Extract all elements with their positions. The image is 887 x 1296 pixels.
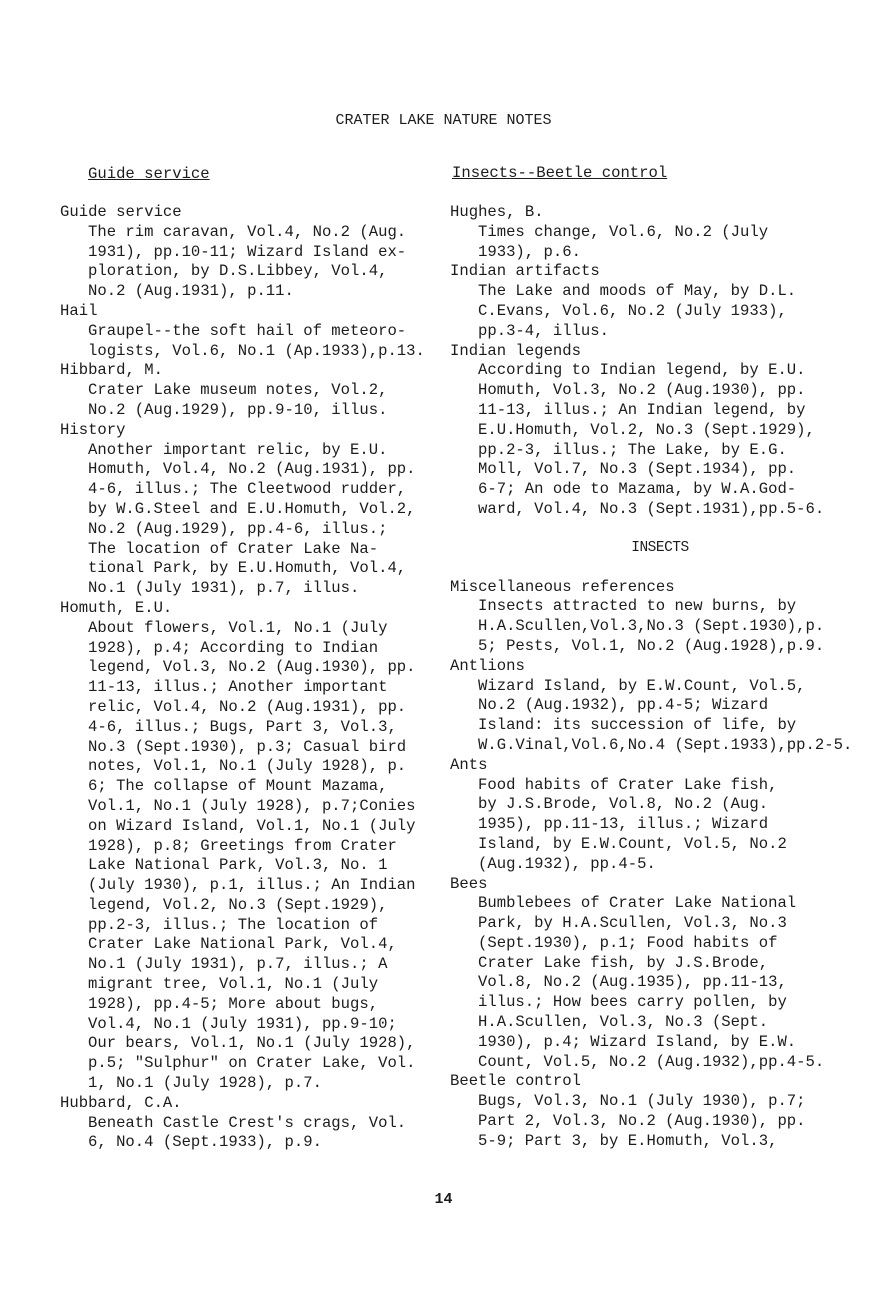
index-entry bbox=[450, 262, 870, 341]
entry-heading: Guide service bbox=[60, 203, 182, 221]
entry-citation-line: Another important relic, by E.U. bbox=[88, 440, 388, 459]
left-column-heading: Guide service bbox=[88, 165, 210, 183]
entry-citation-line: H.A.Scullen,Vol.3,No.3 (Sept.1930),p. bbox=[478, 617, 825, 636]
entry-citation-line: Vol.8, No.2 (Aug.1935), pp.11-13, bbox=[478, 973, 787, 992]
entry-citation-line: migrant tree, Vol.1, No.1 (July bbox=[88, 975, 379, 994]
entry-citation-line: Wizard Island, by E.W.Count, Vol.5, bbox=[478, 676, 806, 695]
entry-heading: Bees bbox=[450, 874, 488, 893]
entry-citation-line: Vol.4, No.1 (July 1931), pp.9-10; bbox=[88, 1014, 397, 1033]
entry-citation-line: pp.2-3, illus.; The Lake, by E.G. bbox=[478, 440, 787, 459]
entry-citation-line: Park, by H.A.Scullen, Vol.3, No.3 bbox=[478, 914, 787, 933]
entry-citation-line: Crater Lake National Park, Vol.4, bbox=[88, 935, 397, 954]
entry-citation-line: on Wizard Island, Vol.1, No.1 (July bbox=[88, 816, 416, 835]
entry-citation-line: Our bears, Vol.1, No.1 (July 1928), bbox=[88, 1034, 416, 1053]
entry-citation-line: 5-9; Part 3, by E.Homuth, Vol.3, bbox=[478, 1131, 778, 1150]
entry-citation-line: legend, Vol.3, No.2 (Aug.1930), pp. bbox=[88, 658, 416, 677]
entry-citation-line: Graupel--the soft hail of meteoro- bbox=[88, 321, 407, 340]
entry-citation-line: 1935), pp.11-13, illus.; Wizard bbox=[478, 815, 769, 834]
page-title: CRATER LAKE NATURE NOTES bbox=[335, 112, 552, 129]
entry-citation-line: Vol.1, No.1 (July 1928), p.7;Conies bbox=[88, 796, 416, 815]
index-entry bbox=[450, 342, 870, 520]
entry-citation-line: Times change, Vol.6, No.2 (July bbox=[478, 222, 769, 241]
index-entry bbox=[450, 756, 870, 875]
entry-citation-line: 11-13, illus.; Another important bbox=[88, 678, 388, 697]
entry-citation-line: ploration, by D.S.Libbey, Vol.4, bbox=[88, 262, 388, 281]
entry-citation-line: 1928), p.8; Greetings from Crater bbox=[88, 836, 397, 855]
index-entry bbox=[450, 875, 870, 1073]
entry-citation-line: 4-6, illus.; Bugs, Part 3, Vol.3, bbox=[88, 717, 397, 736]
entry-heading: Hubbard, C.A. bbox=[60, 1093, 182, 1112]
entry-citation-line: Bugs, Vol.3, No.1 (July 1930), p.7; bbox=[478, 1092, 806, 1111]
entry-citation-line: No.2 (Aug.1929), pp.9-10, illus. bbox=[88, 400, 388, 419]
entry-heading: Hughes, B. bbox=[450, 203, 544, 221]
index-entry bbox=[60, 1094, 445, 1153]
entry-citation-line: Moll, Vol.7, No.3 (Sept.1934), pp. bbox=[478, 460, 797, 479]
section-heading: INSECTS bbox=[631, 539, 689, 556]
entry-citation-line: (July 1930), p.1, illus.; An Indian bbox=[88, 876, 416, 895]
entry-citation-line: pp.2-3, illus.; The location of bbox=[88, 915, 379, 934]
entry-heading: Homuth, E.U. bbox=[60, 598, 173, 617]
entry-citation-line: 1928), pp.4-5; More about bugs, bbox=[88, 994, 379, 1013]
left-column bbox=[60, 203, 445, 1153]
entry-citation-line: Lake National Park, Vol.3, No. 1 bbox=[88, 856, 388, 875]
entry-citation-line: 5; Pests, Vol.1, No.2 (Aug.1928),p.9. bbox=[478, 636, 825, 655]
entry-citation-line: The rim caravan, Vol.4, No.2 (Aug. bbox=[88, 222, 407, 241]
index-entry bbox=[60, 203, 445, 302]
entry-citation-line: Crater Lake museum notes, Vol.2, bbox=[88, 381, 388, 400]
entry-heading: History bbox=[60, 420, 126, 439]
entry-citation-line: E.U.Homuth, Vol.2, No.3 (Sept.1929), bbox=[478, 420, 815, 439]
entry-citation-line: C.Evans, Vol.6, No.2 (July 1933), bbox=[478, 301, 787, 320]
entry-citation-line: (Sept.1930), p.1; Food habits of bbox=[478, 933, 778, 952]
entry-citation-line: About flowers, Vol.1, No.1 (July bbox=[88, 618, 388, 637]
entry-heading: Antlions bbox=[450, 656, 525, 675]
entry-citation-line: tional Park, by E.U.Homuth, Vol.4, bbox=[88, 559, 407, 578]
entry-citation-line: by W.G.Steel and E.U.Homuth, Vol.2, bbox=[88, 499, 416, 518]
entry-citation-line: No.2 (Aug.1932), pp.4-5; Wizard bbox=[478, 696, 769, 715]
entry-citation-line: 6-7; An ode to Mazama, by W.A.God- bbox=[478, 480, 797, 499]
entry-citation-line: W.G.Vinal,Vol.6,No.4 (Sept.1933),pp.2-5. bbox=[478, 735, 853, 754]
entry-citation-line: 11-13, illus.; An Indian legend, by bbox=[478, 400, 806, 419]
entry-citation-line: 1931), pp.10-11; Wizard Island ex- bbox=[88, 242, 407, 261]
entry-citation-line: notes, Vol.1, No.1 (July 1928), p. bbox=[88, 757, 407, 776]
entry-citation-line: Crater Lake fish, by J.S.Brode, bbox=[478, 953, 769, 972]
entry-citation-line: pp.3-4, illus. bbox=[478, 321, 610, 340]
entry-heading: Hibbard, M. bbox=[60, 361, 163, 380]
entry-heading: Indian legends bbox=[450, 341, 582, 360]
entry-heading: Indian artifacts bbox=[450, 262, 600, 281]
right-column bbox=[450, 203, 870, 1152]
entry-citation-line: 6; The collapse of Mount Mazama, bbox=[88, 777, 388, 796]
entry-citation-line: Homuth, Vol.4, No.2 (Aug.1931), pp. bbox=[88, 460, 416, 479]
entry-citation-line: No.2 (Aug.1929), pp.4-6, illus.; bbox=[88, 519, 388, 538]
index-entry bbox=[450, 203, 870, 262]
entry-heading: Beetle control bbox=[450, 1072, 582, 1091]
entry-heading: Hail bbox=[60, 301, 98, 320]
entry-citation-line: No.3 (Sept.1930), p.3; Casual bird bbox=[88, 737, 407, 756]
index-entry bbox=[450, 657, 870, 756]
entry-citation-line: relic, Vol.4, No.2 (Aug.1931), pp. bbox=[88, 697, 407, 716]
entry-citation-line: According to Indian legend, by E.U. bbox=[478, 361, 806, 380]
entry-citation-line: 6, No.4 (Sept.1933), p.9. bbox=[88, 1133, 322, 1152]
entry-citation-line: No.2 (Aug.1931), p.11. bbox=[88, 282, 294, 301]
entry-citation-line: 4-6, illus.; The Cleetwood rudder, bbox=[88, 480, 407, 499]
index-entry bbox=[60, 302, 445, 361]
index-entry bbox=[60, 421, 445, 599]
entry-citation-line: legend, Vol.2, No.3 (Sept.1929), bbox=[88, 895, 388, 914]
right-column-heading: Insects--Beetle control bbox=[452, 164, 668, 182]
entry-citation-line: by J.S.Brode, Vol.8, No.2 (Aug. bbox=[478, 795, 769, 814]
entry-citation-line: 1933), p.6. bbox=[478, 242, 581, 261]
entry-heading: Ants bbox=[450, 755, 488, 774]
entry-citation-line: Island, by E.W.Count, Vol.5, No.2 bbox=[478, 834, 787, 853]
index-entry bbox=[450, 578, 870, 657]
entry-citation-line: The location of Crater Lake Na- bbox=[88, 539, 379, 558]
page-number: 14 bbox=[434, 1191, 453, 1208]
entry-citation-line: 1930), p.4; Wizard Island, by E.W. bbox=[478, 1032, 797, 1051]
entry-citation-line: Beneath Castle Crest's crags, Vol. bbox=[88, 1113, 407, 1132]
entry-citation-line: illus.; How bees carry pollen, by bbox=[478, 993, 787, 1012]
entry-citation-line: H.A.Scullen, Vol.3, No.3 (Sept. bbox=[478, 1013, 769, 1032]
entry-citation-line: Food habits of Crater Lake fish, bbox=[478, 775, 778, 794]
entry-citation-line: 1, No.1 (July 1928), p.7. bbox=[88, 1074, 322, 1093]
entry-citation-line: No.1 (July 1931), p.7, illus.; A bbox=[88, 955, 388, 974]
entry-citation-line: 1928), p.4; According to Indian bbox=[88, 638, 379, 657]
entry-citation-line: No.1 (July 1931), p.7, illus. bbox=[88, 579, 360, 598]
entry-heading: Miscellaneous references bbox=[450, 577, 675, 596]
entry-citation-line: Part 2, Vol.3, No.2 (Aug.1930), pp. bbox=[478, 1112, 806, 1131]
entry-citation-line: Insects attracted to new burns, by bbox=[478, 597, 797, 616]
entry-citation-line: Homuth, Vol.3, No.2 (Aug.1930), pp. bbox=[478, 381, 806, 400]
index-entry bbox=[60, 361, 445, 420]
entry-citation-line: Count, Vol.5, No.2 (Aug.1932),pp.4-5. bbox=[478, 1052, 825, 1071]
entry-citation-line: p.5; "Sulphur" on Crater Lake, Vol. bbox=[88, 1054, 416, 1073]
entry-citation-line: (Aug.1932), pp.4-5. bbox=[478, 854, 656, 873]
entry-citation-line: Island: its succession of life, by bbox=[478, 716, 797, 735]
entry-citation-line: Bumblebees of Crater Lake National bbox=[478, 894, 797, 913]
entry-citation-line: The Lake and moods of May, by D.L. bbox=[478, 282, 797, 301]
entry-citation-line: ward, Vol.4, No.3 (Sept.1931),pp.5-6. bbox=[478, 499, 825, 518]
index-entry bbox=[60, 599, 445, 1094]
index-entry bbox=[450, 1072, 870, 1151]
entry-citation-line: logists, Vol.6, No.1 (Ap.1933),p.13. bbox=[88, 341, 425, 360]
